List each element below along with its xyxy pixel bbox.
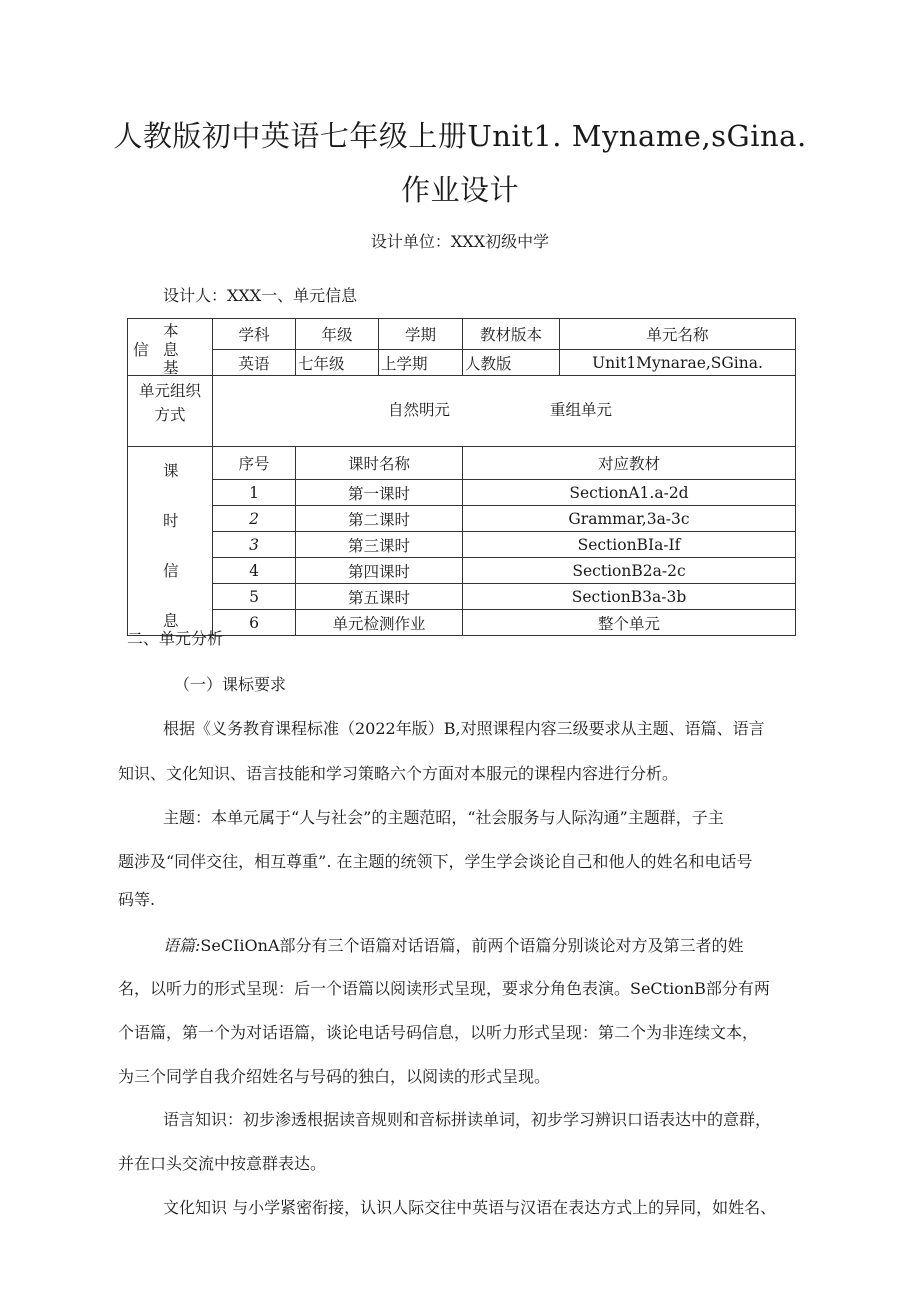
lesson-name: 第一课时: [296, 480, 463, 506]
basic-info-label: 本 息 基 信: [128, 319, 213, 376]
lesson-info-label: 课 时 信 息: [128, 447, 213, 636]
value-subject: 英语: [213, 350, 296, 376]
org-label: 单元组织 方式: [128, 376, 213, 447]
header-subject: 学科: [213, 319, 296, 350]
value-term: 上学期: [379, 350, 463, 376]
lesson-no: 2: [213, 506, 296, 532]
table-row: [128, 376, 796, 447]
table-row: [128, 584, 796, 610]
designer-line: 设计人：XXX一、单元信息: [163, 286, 358, 305]
subsection-heading: （一）课标要求: [174, 675, 287, 694]
lesson-no: 6: [213, 610, 296, 636]
lesson-no: 1: [213, 480, 296, 506]
paragraph-line: 语言知识：初步渗透根据读音规则和音标拼读单词，初步学习辨识口语表达中的意群，: [163, 1110, 772, 1129]
document-title: 人教版初中英语七年级上册Unit1. Myname,sGina.: [113, 119, 807, 153]
table-row: [128, 480, 796, 506]
lesson-material: SectionA1.a-2d: [463, 480, 796, 506]
lesson-material: SectionB2a-2c: [463, 558, 796, 584]
header-edition: 教材版本: [463, 319, 560, 350]
lesson-no: 5: [213, 584, 296, 610]
option-natural-unit: 自然明元: [388, 401, 451, 419]
lesson-material: 整个单元: [463, 610, 796, 636]
paragraph-line: 主题：本单元属于“人与社会”的主题范昭，“社会服务与人际沟通”主题群，子主: [163, 808, 724, 827]
header-material: 对应教材: [463, 447, 796, 480]
value-edition: 人教版: [463, 350, 560, 376]
option-reorganized-unit: 重组单元: [550, 401, 613, 419]
lesson-name: 第五课时: [296, 584, 463, 610]
paragraph-line: 语篇:SeCIiOnA部分有三个语篇对话语篇，前两个语篇分别谈论对方及第三者的姓: [163, 936, 744, 955]
header-grade: 年级: [296, 319, 379, 350]
document-subtitle: 作业设计: [400, 173, 519, 207]
table-row: [128, 558, 796, 584]
lesson-name: 第四课时: [296, 558, 463, 584]
value-unit-name: Unit1Mynarae,SGina.: [560, 350, 796, 376]
paragraph-line: 文化知识 与小学紧密衔接，认识人际交往中英语与汉语在表达方式上的异同，如姓名、: [163, 1198, 777, 1217]
lesson-no: 4: [213, 558, 296, 584]
header-unit-name: 单元名称: [560, 319, 796, 350]
design-unit: 设计单位：XXX初级中学: [370, 232, 550, 251]
unit-info-table: [127, 318, 796, 636]
table-row: [128, 506, 796, 532]
table-row: [128, 319, 796, 350]
section-heading: 二、单元分析: [127, 629, 224, 648]
paragraph-line: 为三个同学自我介绍姓名与号码的独白，以阅读的形式呈现。: [118, 1067, 551, 1086]
paragraph-line: 码等.: [118, 890, 156, 909]
header-term: 学期: [379, 319, 463, 350]
org-options: [213, 376, 796, 447]
lesson-name: 第二课时: [296, 506, 463, 532]
table-row: [128, 447, 796, 480]
lesson-material: Grammar,3a-3c: [463, 506, 796, 532]
lesson-name: 单元检测作业: [296, 610, 463, 636]
lesson-no: 3: [213, 532, 296, 558]
header-lesson-name: 课时名称: [296, 447, 463, 480]
paragraph-line: 名，以听力的形式呈现：后一个语篇以阅读形式呈现，要求分角色表演。SeCtionB部分有两: [118, 979, 770, 998]
header-no: 序号: [213, 447, 296, 480]
table-row: [128, 610, 796, 636]
lesson-material: SectionB3a-3b: [463, 584, 796, 610]
paragraph-line: 并在口头交流中按意群表达。: [118, 1154, 327, 1173]
lesson-name: 第三课时: [296, 532, 463, 558]
paragraph-line: 个语篇，第一个为对话语篇，谈论电话号码信息，以听力形式呈现：第二个为非连续文本，: [118, 1023, 759, 1042]
table-row: [128, 350, 796, 376]
value-grade: 七年级: [296, 350, 379, 376]
table-row: [128, 532, 796, 558]
paragraph-line: 根据《义务教育课程标准（2022年版）B,对照课程内容三级要求从主题、语篇、语言: [163, 719, 765, 738]
lesson-material: SectionBIa-If: [463, 532, 796, 558]
paragraph-line: 知识、文化知识、语言技能和学习策略六个方面对本服元的课程内容进行分析。: [118, 764, 679, 783]
paragraph-line: 题涉及“同伴交往，相互尊重”. 在主题的统领下，学生学会谈论自己和他人的姓名和电话号: [118, 852, 753, 871]
